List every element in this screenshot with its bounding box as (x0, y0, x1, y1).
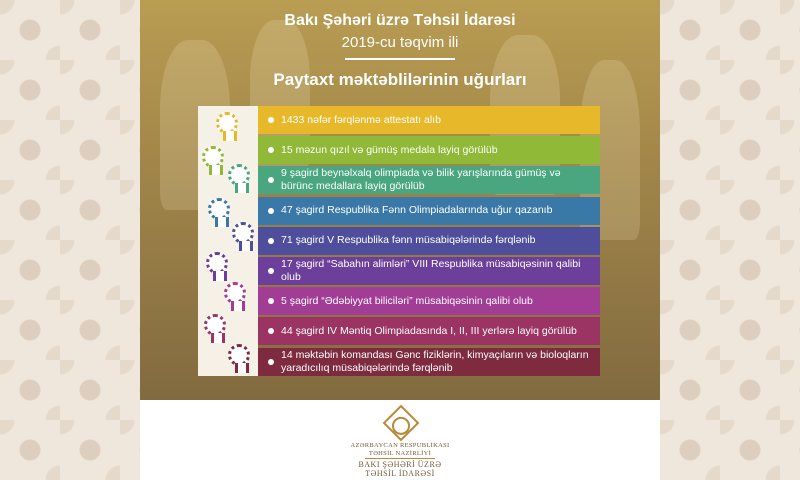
achievement-item (258, 348, 600, 376)
year-line: 2019-cu təqvim ili (341, 34, 459, 51)
rosette-icon (224, 282, 246, 304)
rosette-icon (228, 344, 250, 366)
footer (140, 400, 660, 480)
ministry-emblem-icon (383, 405, 420, 442)
achievement-text: 44 şagird IV Məntiq Olimpiadasında I, II, III yerlərə layiq görülüb (281, 324, 577, 337)
rosette-icon (204, 314, 226, 336)
rosette-icon (208, 198, 230, 220)
ministry-line2: TƏHSİL NAZİRLİYİ (368, 450, 432, 457)
header-divider (345, 58, 455, 60)
rosette-icon (228, 164, 250, 186)
achievement-text: 47 şagird Respublika Fənn Olimpiadalarında uğur qazanıb (281, 204, 553, 217)
achievement-item (258, 317, 600, 345)
rosette-icon (216, 112, 238, 134)
achievement-text: 17 şagird “Sabahın alimləri” VIII Respublika müsabiqəsinin qalibi olub (281, 258, 581, 283)
achievement-item (258, 166, 600, 194)
bullet-icon (268, 268, 274, 274)
achievement-text: 1433 nəfər fərqlənmə attestatı alıb (281, 113, 441, 126)
infographic-poster (140, 0, 660, 480)
decorative-pattern-left (0, 0, 140, 480)
footer-divider (365, 458, 435, 459)
achievement-text: 71 şagird V Respublika fənn müsabiqələrində fərqlənib (281, 234, 536, 247)
dept-line1: BAKI ŞƏHƏRİ ÜZRƏ (358, 460, 442, 469)
bullet-icon (268, 177, 274, 183)
bullet-icon (268, 238, 274, 244)
bullet-icon (268, 359, 274, 365)
bullet-icon (268, 117, 274, 123)
achievement-item (258, 227, 600, 255)
rosette-panel (198, 106, 258, 376)
dept-line2: TƏHSİL İDARƏSİ (365, 469, 435, 478)
achievement-text: 14 məktəbin komandası Gənc fiziklərin, kimyaçıların və bioloqların yaradıcılıq müsabiqələrində fərqlənib (281, 348, 589, 374)
bullet-icon (268, 328, 274, 334)
achievement-item (258, 257, 600, 285)
achievement-item (258, 136, 600, 164)
decorative-pattern-right (660, 0, 800, 480)
ministry-line1: AZƏRBAYCAN RESPUBLİKASI (350, 442, 450, 449)
bullet-icon (268, 298, 274, 304)
bullet-icon (268, 147, 274, 153)
achievement-item (258, 197, 600, 225)
bullet-icon (268, 208, 274, 214)
achievement-item (258, 106, 600, 134)
rosette-icon (206, 252, 228, 274)
achievement-text: 9 şagird beynəlxalq olimpiada və bilik yarışlarında gümüş və bürünc medallara layiq görülüb (281, 167, 561, 193)
achievement-text: 5 şagird “Ədəbiyyat biliciləri” müsabiqəsinin qalibi olub (281, 294, 533, 307)
rosette-icon (202, 146, 224, 168)
rosette-icon (232, 222, 254, 244)
achievement-text: 15 məzun qızıl və gümüş medala layiq görülüb (281, 143, 498, 156)
main-heading: Paytaxt məktəblilərinin uğurları (273, 70, 527, 89)
achievement-item (258, 287, 600, 315)
org-title: Bakı Şəhəri üzrə Təhsil İdarəsi (284, 12, 516, 29)
